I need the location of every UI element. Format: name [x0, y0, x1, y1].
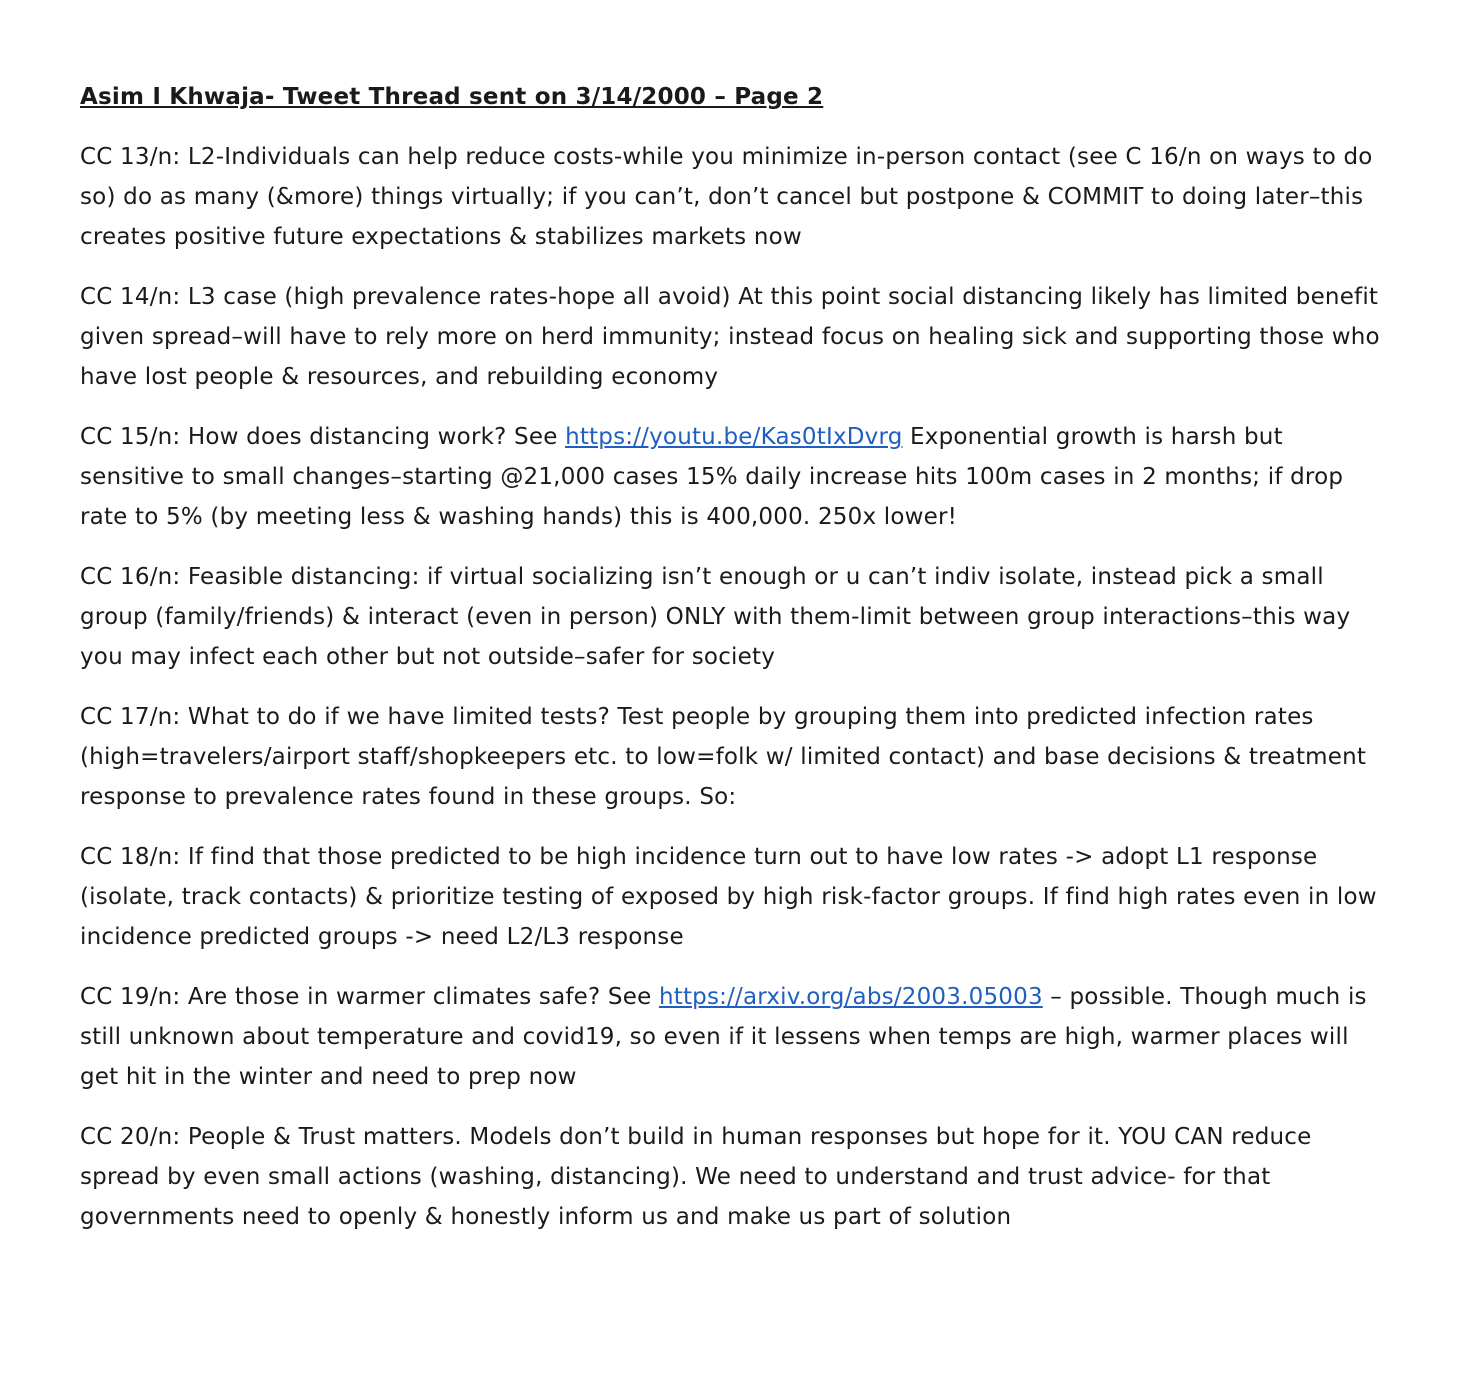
- tweet-cc16: CC 16/n: Feasible distancing: if virtual socializing isn’t enough or u can’t indiv isolate, instead pick a small group (family/friends) & interact (even in person) ONLY with them-limit between group interactions–this way you may infect each other but not outside–safer for society: [80, 564, 1351, 670]
- tweet-cc14: CC 14/n: L3 case (high prevalence rates-hope all avoid) At this point social distancing likely has limited benefit given spread–will have to rely more on herd immunity; instead focus on healing sick and supporting those who have lost people & resources, and rebuilding economy: [80, 284, 1380, 390]
- tweet-cc19-after: – possible. Though much is still unknown about temperature and covid19, so even if it lessens when temps are high, warmer places will get hit in the winter and need to prep now: [80, 984, 1367, 1090]
- tweet-cc15-after: Exponential growth is harsh but sensitive to small changes–starting @21,000 cases 15% daily increase hits 100m cases in 2 months; if drop rate to 5% (by meeting less & washing hands) this is 400,000. 250x lower!: [80, 424, 1344, 530]
- document-page: [80, 78, 1380, 1257]
- page-title: Asim I Khwaja- Tweet Thread sent on 3/14/2000 – Page 2: [80, 84, 824, 110]
- tweet-cc15: [80, 417, 1380, 537]
- tweet-cc19-before: CC 19/n: Are those in warmer climates safe? See: [80, 984, 659, 1010]
- tweet-cc19: [80, 977, 1380, 1097]
- tweet-cc18: CC 18/n: If find that those predicted to be high incidence turn out to have low rates -> adopt L1 response (isolate, track contacts) & prioritize testing of exposed by high risk-factor groups. If find high rates even in low incidence predicted groups -> need L2/L3 response: [80, 844, 1377, 950]
- arxiv-link[interactable]: https://arxiv.org/abs/2003.05003: [658, 984, 1043, 1010]
- tweet-cc20: CC 20/n: People & Trust matters. Models don’t build in human responses but hope for it. YOU CAN reduce spread by even small actions (washing, distancing). We need to understand and trust advice- for that governments need to openly & honestly inform us and make us part of solution: [80, 1124, 1312, 1230]
- tweet-cc17: CC 17/n: What to do if we have limited tests? Test people by grouping them into predicted infection rates (high=travelers/airport staff/shopkeepers etc. to low=folk w/ limited contact) and base decisions & treatment response to prevalence rates found in these groups. So:: [80, 704, 1367, 810]
- tweet-cc13: CC 13/n: L2-Individuals can help reduce costs-while you minimize in-person contact (see C 16/n on ways to do so) do as many (&more) things virtually; if you can’t, don’t cancel but postpone & COMMIT to doing later–this creates positive future expectations & stabilizes markets now: [80, 144, 1373, 250]
- tweet-cc15-before: CC 15/n: How does distancing work? See: [80, 424, 566, 450]
- youtube-link[interactable]: https://youtu.be/Kas0tIxDvrg: [565, 424, 903, 450]
